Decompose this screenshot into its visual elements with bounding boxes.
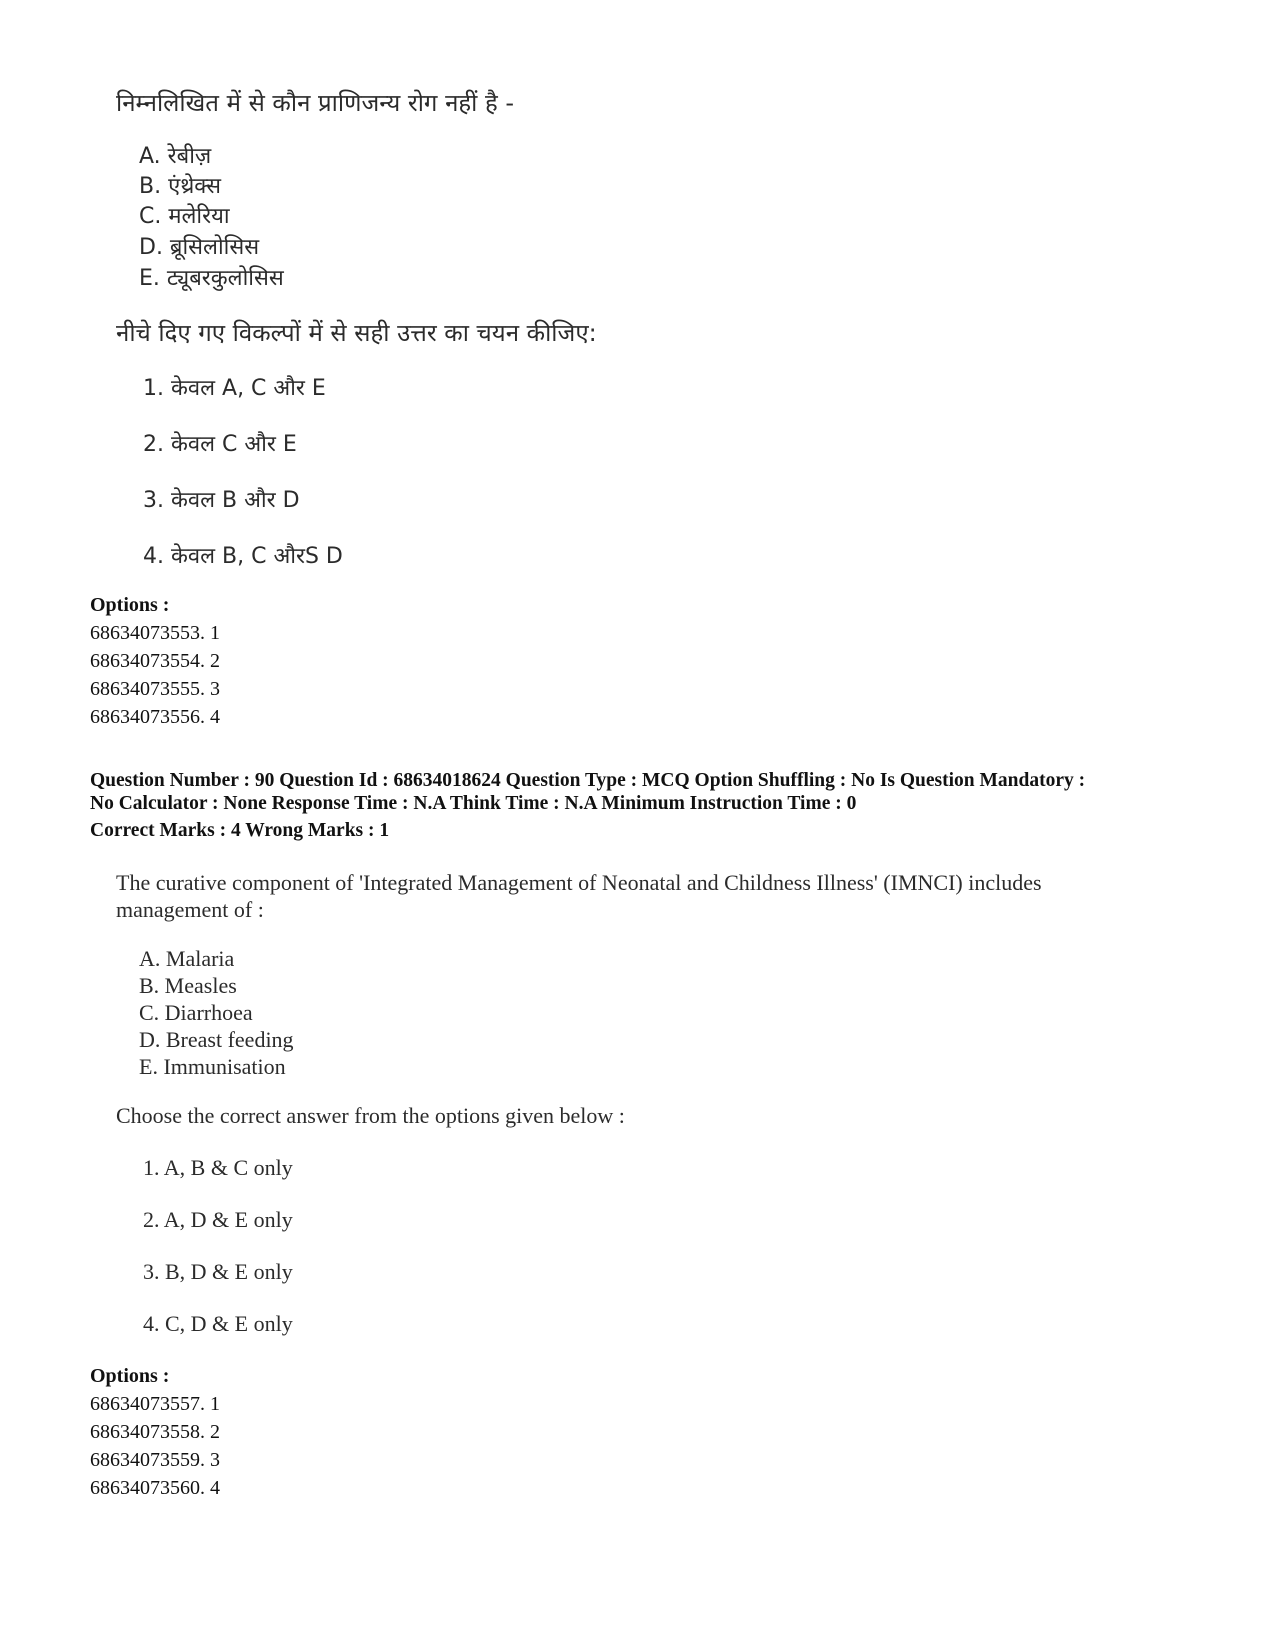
q90-item-d: D. Breast feeding <box>139 1027 294 1052</box>
q90-instruction: Choose the correct answer from the options given below : <box>116 1103 625 1128</box>
q90-choice-4: 4. C, D & E only <box>143 1311 293 1336</box>
q90-choice-1: 1. A, B & C only <box>143 1155 293 1180</box>
q90-item-c: C. Diarrhoea <box>139 1000 253 1025</box>
q90-option-4: 68634073560. 4 <box>90 1477 220 1499</box>
q89-options-label: Options : <box>90 594 170 616</box>
q89-choice-3: 3. केवल B और D <box>143 488 300 513</box>
q89-instruction: नीचे दिए गए विकल्पों में से सही उत्तर का चयन कीजिए: <box>116 319 597 347</box>
q89-item-d: D. ब्रूसिलोसिस <box>139 235 260 260</box>
q90-meta-line1: Question Number : 90 Question Id : 68634018624 Question Type : MCQ Option Shuffling : No Is Question Mandatory : <box>90 770 1086 791</box>
q89-option-3: 68634073555. 3 <box>90 678 220 700</box>
q90-item-b: B. Measles <box>139 973 237 998</box>
q89-option-4: 68634073556. 4 <box>90 706 220 728</box>
q89-item-a: A. रेबीज़ <box>139 144 212 169</box>
q89-choice-2: 2. केवल C और E <box>143 432 297 457</box>
q90-meta-line2: No Calculator : None Response Time : N.A Think Time : N.A Minimum Instruction Time : 0 <box>90 793 857 814</box>
q90-choice-3: 3. B, D & E only <box>143 1259 293 1284</box>
q89-question: निम्नलिखित में से कौन प्राणिजन्य रोग नहीं है - <box>116 89 515 117</box>
q90-marks: Correct Marks : 4 Wrong Marks : 1 <box>90 820 390 841</box>
q90-item-a: A. Malaria <box>139 946 235 971</box>
q90-options-label: Options : <box>90 1365 170 1387</box>
q89-option-2: 68634073554. 2 <box>90 650 220 672</box>
q90-item-e: E. Immunisation <box>139 1054 286 1079</box>
q90-choice-2: 2. A, D & E only <box>143 1207 293 1232</box>
q89-item-b: B. एंथ्रेक्स <box>139 174 222 199</box>
q90-question-line2: management of : <box>116 897 264 922</box>
q89-item-e: E. ट्यूबरकुलोसिस <box>139 266 284 291</box>
q90-option-3: 68634073559. 3 <box>90 1449 220 1471</box>
q90-option-1: 68634073557. 1 <box>90 1393 220 1415</box>
q89-item-c: C. मलेरिया <box>139 204 230 229</box>
q90-question-line1: The curative component of 'Integrated Management of Neonatal and Childness Illness' (IMNCI) includes <box>116 870 1042 895</box>
q89-choice-1: 1. केवल A, C और E <box>143 376 326 401</box>
q89-option-1: 68634073553. 1 <box>90 622 220 644</box>
q89-choice-4: 4. केवल B, C औरS D <box>143 544 343 569</box>
q90-option-2: 68634073558. 2 <box>90 1421 220 1443</box>
